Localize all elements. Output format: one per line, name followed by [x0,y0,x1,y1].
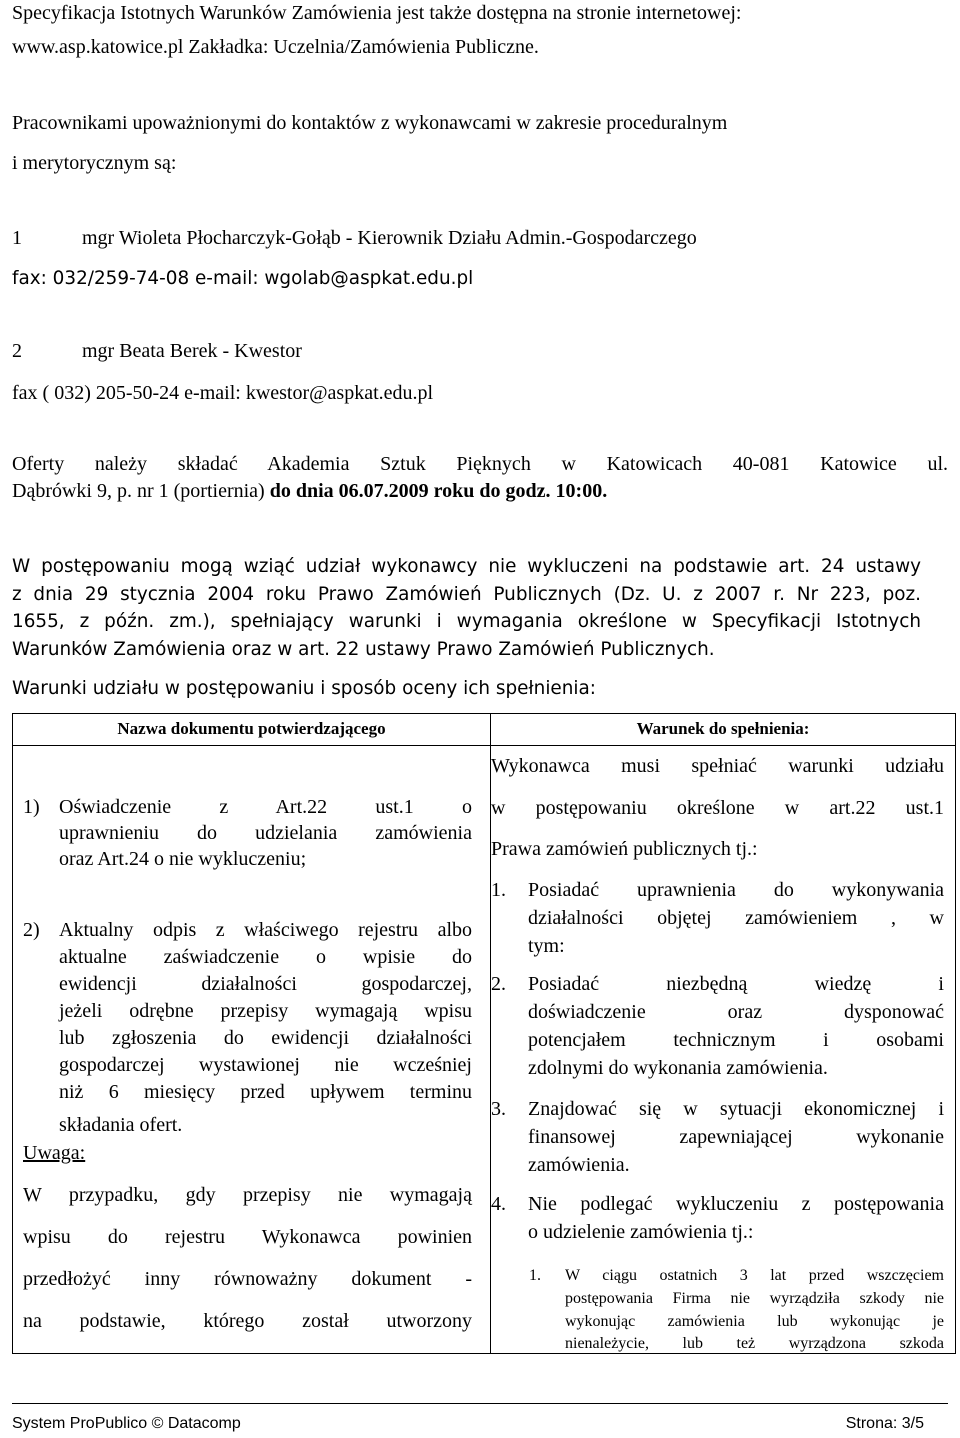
intro-line-2: www.asp.katowice.pl Zakładka: Uczelnia/Zamówienia Publiczne. [12,36,539,58]
contacts-intro-line-1: Pracownikami upoważnionymi do kontaktów z wykonawcami w zakresie proceduralnym [12,112,728,134]
note-line-2: wpisu do rejestru Wykonawca powinien [23,1226,472,1248]
right-item-3-number: 3. [491,1098,506,1120]
contact-1-name: mgr Wioleta Płocharczyk-Gołąb - Kierownik Działu Admin.-Gospodarczego [82,227,697,249]
intro-line-1: Specyfikacja Istotnych Warunków Zamówienia jest także dostępna na stronie internetowej: [12,2,742,24]
contact-1-number: 1 [12,227,22,249]
left-item-2-line-2: aktualne zaświadczenie o wpisie do [59,946,472,968]
left-item-1-line-3: oraz Art.24 o nie wykluczeniu; [59,848,307,870]
left-item-2-line-8: składania ofert. [59,1114,183,1136]
table-header-divider [13,745,955,746]
left-item-2-line-3: ewidencji działalności gospodarczej, [59,973,472,995]
footer-page-number: Strona: 3/5 [845,1415,924,1432]
offers-deadline: do dnia 06.07.2009 roku do godz. 10:00. [269,480,608,502]
participation-line-2: z dnia 29 stycznia 2004 roku Prawo Zamówień Publicznych (Dz. U. z 2007 r. Nr 223, poz. [12,584,921,605]
left-item-2-line-4: jeżeli odrębne przepisy wymagają wpisu [59,1000,472,1022]
right-subitem-number: 1. [529,1267,541,1284]
contact-2-name: mgr Beata Berek - Kwestor [82,340,302,362]
left-item-2-number: 2) [23,919,40,941]
left-item-2-line-7: niż 6 miesięcy przed upływem terminu [59,1081,472,1103]
right-item-1-number: 1. [491,879,506,901]
footer-divider [12,1403,948,1404]
right-intro-line-1: Wykonawca musi spełniać warunki udziału [491,755,944,777]
left-item-2-line-5: lub zgłoszenia do ewidencji działalności [59,1027,472,1049]
offers-line-2 [12,479,607,503]
footer-system: System ProPublico © Datacomp [12,1415,241,1432]
table-header-condition: Warunek do spełnienia: [636,719,810,738]
right-item-1-line-1: Posiadać uprawnienia do wykonywania [528,879,944,901]
right-item-3-line-2: finansowej zapewniającej wykonanie [528,1126,944,1148]
offers-line-1: Oferty należy składać Akademia Sztuk Pięknych w Katowicach 40-081 Katowice ul. [12,453,948,475]
note-line-4: na podstawie, którego został utworzony [23,1310,472,1332]
right-item-4-line-2: o udzielenie zamówienia tj.: [528,1221,754,1243]
note-label-text: Uwaga: [23,1142,86,1164]
right-item-3-line-3: zamówienia. [528,1154,630,1176]
right-item-1-line-3: tym: [528,935,565,957]
left-item-2-line-6: gospodarczej wystawionej nie wcześniej [59,1054,472,1076]
contact-1-details: fax: 032/259-74-08 e-mail: wgolab@aspkat.edu.pl [12,268,474,289]
right-subitem-line-1: W ciągu ostatnich 3 lat przed wszczęciem [565,1267,944,1284]
left-item-1-number: 1) [23,796,40,818]
right-item-2-line-4: zdolnymi do wykonania zamówienia. [528,1057,828,1079]
right-subitem-line-2: postępowania Firma nie wyrządziła szkody nie [565,1290,944,1307]
left-item-1-line-2: uprawnieniu do udzielania zamówienia [59,822,472,844]
table-header-document: Nazwa dokumentu potwierdzającego [117,719,386,738]
right-subitem-line-3: wykonując zamówienia lub wykonując je [565,1313,944,1330]
participation-line-4: Warunków Zamówienia oraz w art. 22 ustawy Prawo Zamówień Publicznych. [12,639,715,660]
contact-2-details: fax ( 032) 205-50-24 e-mail: kwestor@aspkat.edu.pl [12,382,434,404]
right-item-2-line-3: potencjałem technicznym i osobami [528,1029,944,1051]
participation-line-3: 1655, z późn. zm.), spełniający warunki i wymagania określone w Specyfikacji Istotnych [12,611,921,632]
right-item-2-number: 2. [491,973,506,995]
contact-2-number: 2 [12,340,22,362]
right-intro-line-3: Prawa zamówień publicznych tj.: [491,838,758,860]
note-line-1: W przypadku, gdy przepisy nie wymagają [23,1184,472,1206]
right-item-4-number: 4. [491,1193,506,1215]
participation-line-1: W postępowaniu mogą wziąć udział wykonawcy nie wykluczeni na podstawie art. 24 ustawy [12,556,921,577]
conditions-table [12,713,956,1354]
note-label [23,1141,85,1166]
right-item-4-line-1: Nie podlegać wykluczeniu z postępowania [528,1193,944,1215]
participation-line-5: Warunki udziału w postępowaniu i sposób oceny ich spełnienia: [12,678,596,699]
right-item-2-line-1: Posiadać niezbędną wiedzę i [528,973,944,995]
right-item-2-line-2: doświadczenie oraz dysponować [528,1001,944,1023]
right-subitem-line-4: nienależycie, lub też wyrządzona szkoda [565,1335,944,1352]
left-item-1-line-1: Oświadczenie z Art.22 ust.1 o [59,796,472,818]
contacts-intro-line-2: i merytorycznym są: [12,152,177,174]
offers-address: Dąbrówki 9, p. nr 1 (portiernia) [12,480,270,502]
right-item-3-line-1: Znajdować się w sytuacji ekonomicznej i [528,1098,944,1120]
right-item-1-line-2: działalności objętej zamówieniem , w [528,907,944,929]
note-line-3: przedłożyć inny równoważny dokument - [23,1268,472,1290]
left-item-2-line-1: Aktualny odpis z właściwego rejestru albo [59,919,472,941]
right-intro-line-2: w postępowaniu określone w art.22 ust.1 [491,797,944,819]
